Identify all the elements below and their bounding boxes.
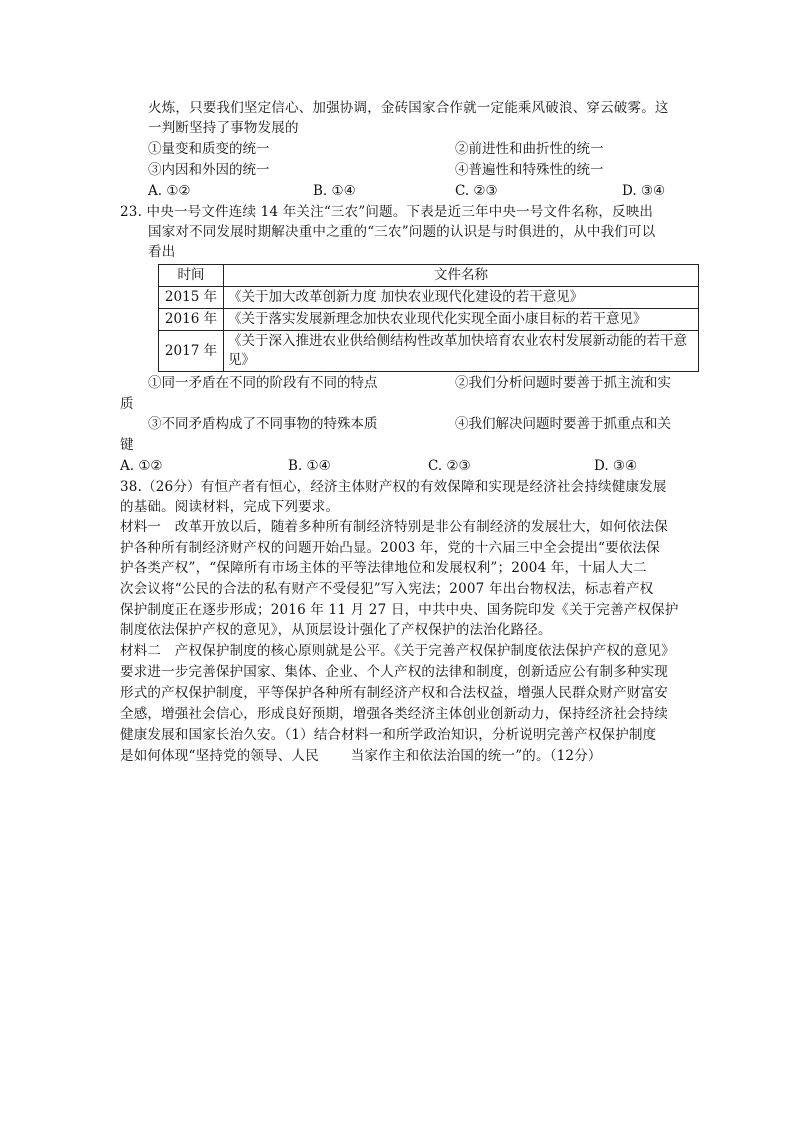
table-row [159, 309, 699, 331]
q23-statement-4-wrap: 键 [120, 437, 134, 453]
q22-choice-b: B. ①④ [313, 183, 356, 199]
q38-line: 形式的产权保护制度，平等保护各种所有制经济产权和合法权益，增强人民群众财产财富安 [120, 685, 668, 701]
q22-statement-1: ①量变和质变的统一 [148, 141, 270, 157]
q38-line: 护各种所有制经济财产权的问题开始凸显。2003 年，党的十六届三中全会提出“要依法保 [120, 540, 660, 556]
q38-line: 护各类产权”，“保障所有市场主体的平等法律地位和发展权利”；2004 年，十届人大二 [120, 560, 647, 576]
document-table [158, 264, 699, 372]
q23-statement-2-wrap: 质 [120, 396, 134, 412]
q38-line: 是如何体现“坚持党的领导、人民 当家作主和依法治国的统一”的。（12分） [120, 748, 602, 764]
q38-line: 要求进一步完善保护国家、集体、企业、个人产权的法律和制度，创新适应公有制多种实现 [120, 664, 668, 680]
q22-statement-3: ③内因和外因的统一 [148, 162, 270, 178]
q38-line: 材料二 产权保护制度的核心原则就是公平。《关于完善产权保护制度依法保护产权的意见》 [120, 643, 675, 659]
table-header-title: 文件名称 [224, 265, 699, 287]
q23-text-line-1: 23. 中央一号文件连续 14 年关注“三农”问题。下表是近三年中央一号文件名称，反映出 [120, 204, 654, 220]
q38-line: 制度依法保护产权的意见》，从顶层设计强化了产权保护的法治化路径。 [120, 622, 552, 638]
table-cell-year: 2017 年 [159, 331, 224, 372]
q22-choice-d: D. ③④ [622, 183, 666, 199]
q38-line: 38.（26分）有恒产者有恒心，经济主体财产权的有效保障和实现是经济社会持续健康发展 [120, 479, 667, 495]
table-header-row [159, 265, 699, 287]
q23-text-line-3: 看出 [148, 244, 176, 260]
q23-statement-3: ③不同矛盾构成了不同事物的特殊本质 [148, 416, 378, 432]
table-header-time: 时间 [159, 265, 224, 287]
q22-text-line-2: 一判断坚持了事物发展的 [148, 120, 299, 136]
q23-choice-d: D. ③④ [594, 458, 638, 474]
q23-text-line-2: 国家对不同发展时期解决重中之重的“三农”问题的认识是与时俱进的，从中我们可以 [148, 224, 656, 240]
table-row [159, 331, 699, 372]
q38-line: 保护制度正在逐步形成；2016 年 11 月 27 日，中共中央、国务院印发《关于完善产权保护 [120, 602, 679, 618]
table-cell-title: 《关于落实发展新理念加快农业现代化实现全面小康目标的若干意见》 [224, 309, 699, 331]
table-cell-year: 2016 年 [159, 309, 224, 331]
q23-choice-a: A. ①② [120, 458, 163, 474]
q38-line: 的基础。阅读材料，完成下列要求。 [120, 499, 340, 515]
q23-choice-c: C. ②③ [428, 458, 471, 474]
q23-choice-b: B. ①④ [288, 458, 331, 474]
table-row [159, 287, 699, 309]
q38-line: 次会议将“公民的合法的私有财产不受侵犯”写入宪法；2007 年出台物权法，标志着产权 [120, 581, 654, 597]
q23-statement-1: ①同一矛盾在不同的阶段有不同的特点 [148, 375, 378, 391]
q22-choice-a: A. ①② [148, 183, 191, 199]
q22-statement-2: ②前进性和曲折性的统一 [455, 141, 604, 157]
table-cell-title: 《关于深入推进农业供给侧结构性改革加快培育农业农村发展新动能的若干意见》 [224, 331, 699, 372]
q22-choice-c: C. ②③ [455, 183, 498, 199]
q23-statement-2: ②我们分析问题时要善于抓主流和实 [455, 375, 671, 391]
table-cell-title: 《关于加大改革创新力度 加快农业现代化建设的若干意见》 [224, 287, 699, 309]
q23-statement-4: ④我们解决问题时要善于抓重点和关 [455, 416, 671, 432]
q38-line: 全感，增强社会信心，形成良好预期，增强各类经济主体创业创新动力，保持经济社会持续 [120, 706, 668, 722]
q22-statement-4: ④普遍性和特殊性的统一 [455, 162, 604, 178]
q38-line: 健康发展和国家长治久安。（1）结合材料一和所学政治知识，分析说明完善产权保护制度 [120, 727, 657, 743]
table-cell-year: 2015 年 [159, 287, 224, 309]
q38-line: 材料一 改革开放以后，随着多种所有制经济特别是非公有制经济的发展壮大，如何依法保 [120, 519, 668, 535]
q22-text-line-1: 火炼，只要我们坚定信心、加强协调，金砖国家合作就一定能乘风破浪、穿云破雾。这 [148, 100, 669, 116]
